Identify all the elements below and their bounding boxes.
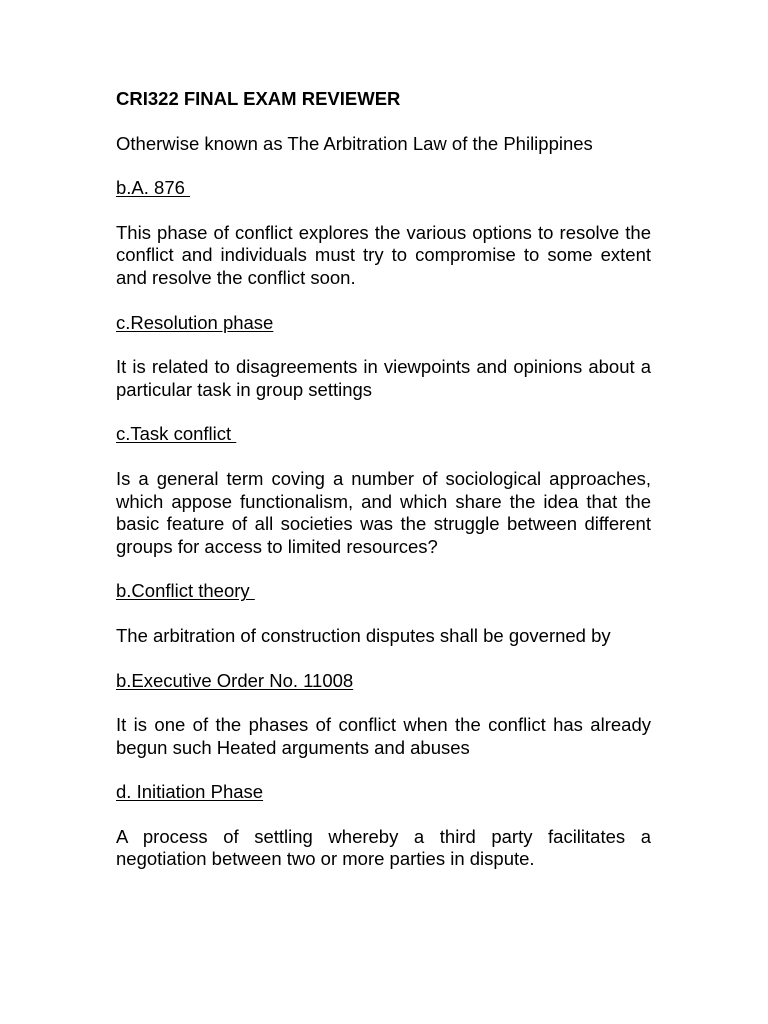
question-text: A process of settling whereby a third party facilitates a negotiation between two or more parties in dispute. — [116, 825, 651, 870]
question-text: It is related to disagreements in viewpoints and opinions about a particular task in group settings — [116, 356, 651, 400]
question-text: Is a general term coving a number of sociological approaches, which appose functionalism, and which share the idea that the basic feature of all societies was the struggle between different groups for access to limited resources? — [116, 467, 651, 557]
answer-text: b.Executive Order No. 11008 — [116, 669, 354, 691]
answer-text: b.A. 876 — [116, 177, 191, 199]
answer-text: b.Conflict theory — [116, 580, 255, 602]
answer-text: d. Initiation Phase — [116, 781, 264, 803]
answer-text: c.Task conflict — [116, 423, 237, 445]
document-body — [116, 88, 651, 893]
question-text: This phase of conflict explores the various options to resolve the conflict and individuals must try to compromise to some extent and resolve the conflict soon. — [116, 221, 651, 288]
question-text: It is one of the phases of conflict when the conflict has already begun such Heated arguments and abuses — [116, 714, 651, 758]
answer-text: c.Resolution phase — [116, 311, 274, 333]
question-text: The arbitration of construction disputes shall be governed by — [116, 624, 611, 646]
question-text: Otherwise known as The Arbitration Law of the Philippines — [116, 132, 593, 154]
document-title: CRI322 FINAL EXAM REVIEWER — [116, 88, 401, 109]
